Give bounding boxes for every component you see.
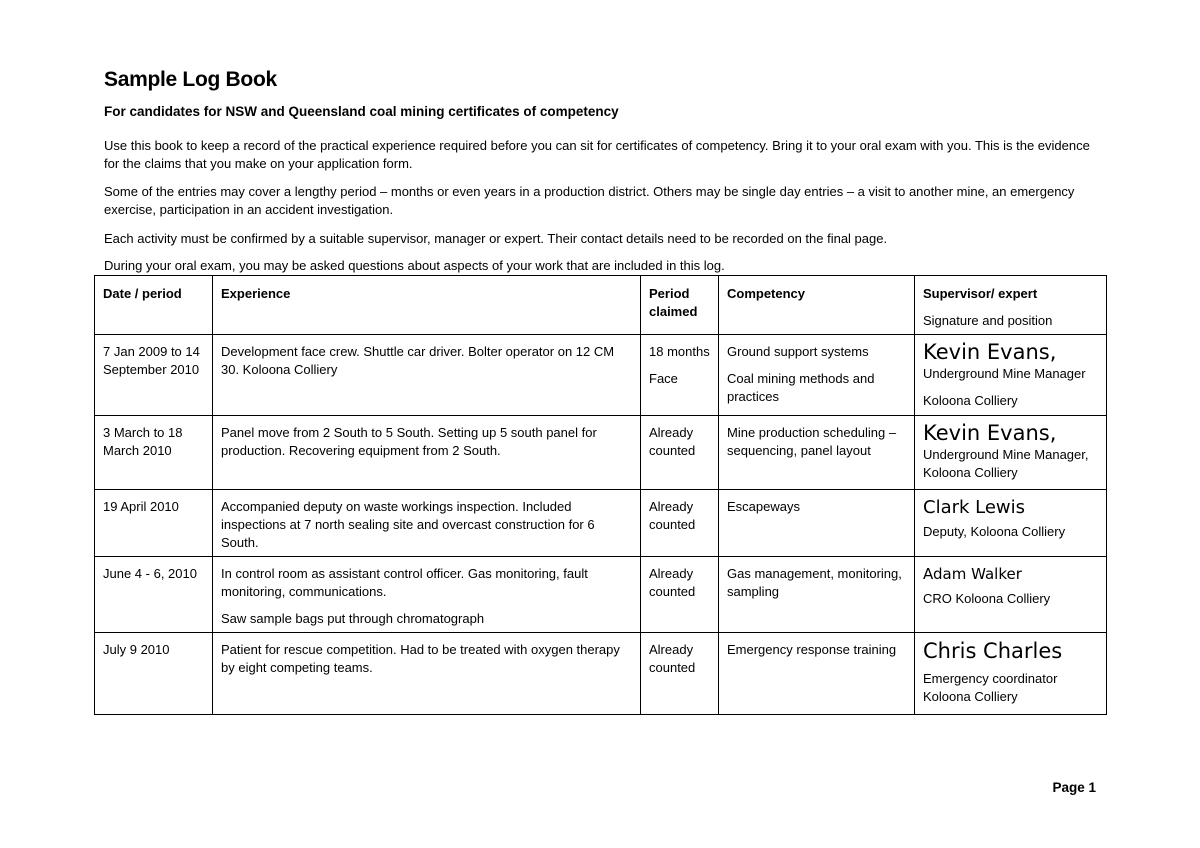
page-number: Page 1 bbox=[1052, 780, 1096, 795]
supervisor-signature: Kevin Evans, bbox=[923, 421, 1057, 445]
cell-period bbox=[641, 490, 719, 557]
header-supervisor-sub: Signature and position bbox=[923, 313, 1053, 328]
cell-competency bbox=[719, 490, 915, 557]
table-header-row bbox=[95, 276, 1107, 335]
supervisor-signature: Kevin Evans, bbox=[923, 340, 1057, 364]
supervisor-position: Emergency coordinator Koloona Colliery bbox=[923, 671, 1058, 704]
table-row bbox=[95, 557, 1107, 633]
period-text: Face bbox=[649, 371, 678, 386]
cell-date: July 9 2010 bbox=[95, 633, 213, 715]
cell-period bbox=[641, 557, 719, 633]
supervisor-signature: Chris Charles bbox=[923, 639, 1063, 663]
header-period: Period claimed bbox=[641, 276, 719, 335]
page-subtitle: For candidates for NSW and Queensland coal mining certificates of competency bbox=[104, 104, 619, 119]
cell-supervisor bbox=[915, 490, 1107, 557]
cell-date: 7 Jan 2009 to 14 September 2010 bbox=[95, 335, 213, 416]
supervisor-position: CRO Koloona Colliery bbox=[923, 591, 1051, 606]
cell-supervisor bbox=[915, 633, 1107, 715]
header-experience: Experience bbox=[213, 276, 641, 335]
competency-text: Coal mining methods and practices bbox=[727, 371, 875, 404]
cell-experience bbox=[213, 416, 641, 490]
supervisor-signature: Clark Lewis bbox=[923, 497, 1026, 518]
log-table bbox=[94, 275, 1107, 715]
cell-experience bbox=[213, 490, 641, 557]
competency-text: Gas management, monitoring, sampling bbox=[727, 566, 902, 599]
experience-text: Panel move from 2 South to 5 South. Setting up 5 south panel for production. Recovering equipment from 2 South. bbox=[221, 425, 597, 458]
supervisor-position: Underground Mine Manager bbox=[923, 366, 1086, 381]
intro-paragraph-1: Use this book to keep a record of the practical experience required before you can sit for certificates of competency. Bring it to your oral exam with you. This is the evidence for the claims that you make on your application form. bbox=[104, 138, 1090, 171]
cell-date: 19 April 2010 bbox=[95, 490, 213, 557]
period-text: Already counted bbox=[649, 566, 696, 599]
intro-paragraph-2: Some of the entries may cover a lengthy period – months or even years in a production district. Others may be single day entries – a visit to another mine, an emergency exercise, participation in an accident investigation. bbox=[104, 184, 1075, 217]
period-text: 18 months bbox=[649, 344, 710, 359]
cell-experience bbox=[213, 557, 641, 633]
cell-period bbox=[641, 416, 719, 490]
header-competency: Competency bbox=[719, 276, 915, 335]
period-text: Already counted bbox=[649, 425, 696, 458]
competency-text: Mine production scheduling – sequencing, panel layout bbox=[727, 425, 897, 458]
table-row bbox=[95, 335, 1107, 416]
intro-paragraph-4: During your oral exam, you may be asked questions about aspects of your work that are included in this log. bbox=[104, 258, 725, 273]
table-row bbox=[95, 633, 1107, 715]
cell-supervisor bbox=[915, 557, 1107, 633]
period-text: Already counted bbox=[649, 642, 696, 675]
cell-date: 3 March to 18 March 2010 bbox=[95, 416, 213, 490]
cell-competency bbox=[719, 335, 915, 416]
cell-period bbox=[641, 633, 719, 715]
supervisor-position: Deputy, Koloona Colliery bbox=[923, 524, 1066, 539]
cell-experience bbox=[213, 633, 641, 715]
cell-competency bbox=[719, 633, 915, 715]
supervisor-signature: Adam Walker bbox=[923, 565, 1022, 583]
experience-text: Development face crew. Shuttle car driver. Bolter operator on 12 CM 30. Koloona Colliery bbox=[221, 344, 615, 377]
period-text: Already counted bbox=[649, 499, 696, 532]
header-supervisor bbox=[915, 276, 1107, 335]
page-title: Sample Log Book bbox=[104, 68, 277, 91]
competency-text: Emergency response training bbox=[727, 642, 897, 657]
cell-competency bbox=[719, 557, 915, 633]
experience-text: Patient for rescue competition. Had to be treated with oxygen therapy by eight competing teams. bbox=[221, 642, 620, 675]
competency-text: Escapeways bbox=[727, 499, 800, 514]
supervisor-position: Underground Mine Manager, Koloona Colliery bbox=[923, 447, 1089, 480]
table-row bbox=[95, 490, 1107, 557]
experience-text: Accompanied deputy on waste workings inspection. Included inspections at 7 north sealing site and overcast construction for 6 South. bbox=[221, 499, 595, 550]
cell-supervisor bbox=[915, 416, 1107, 490]
experience-text: Saw sample bags put through chromatograph bbox=[221, 611, 485, 626]
intro-paragraph-3: Each activity must be confirmed by a suitable supervisor, manager or expert. Their contact details need to be recorded on the final page. bbox=[104, 231, 888, 246]
cell-supervisor bbox=[915, 335, 1107, 416]
cell-period bbox=[641, 335, 719, 416]
header-supervisor-label: Supervisor/ expert bbox=[923, 286, 1038, 301]
supervisor-position: Koloona Colliery bbox=[923, 393, 1018, 408]
cell-competency bbox=[719, 416, 915, 490]
table-row bbox=[95, 416, 1107, 490]
experience-text: In control room as assistant control officer. Gas monitoring, fault monitoring, communications. bbox=[221, 566, 588, 599]
competency-text: Ground support systems bbox=[727, 344, 869, 359]
cell-date: June 4 - 6, 2010 bbox=[95, 557, 213, 633]
cell-experience bbox=[213, 335, 641, 416]
header-date: Date / period bbox=[95, 276, 213, 335]
